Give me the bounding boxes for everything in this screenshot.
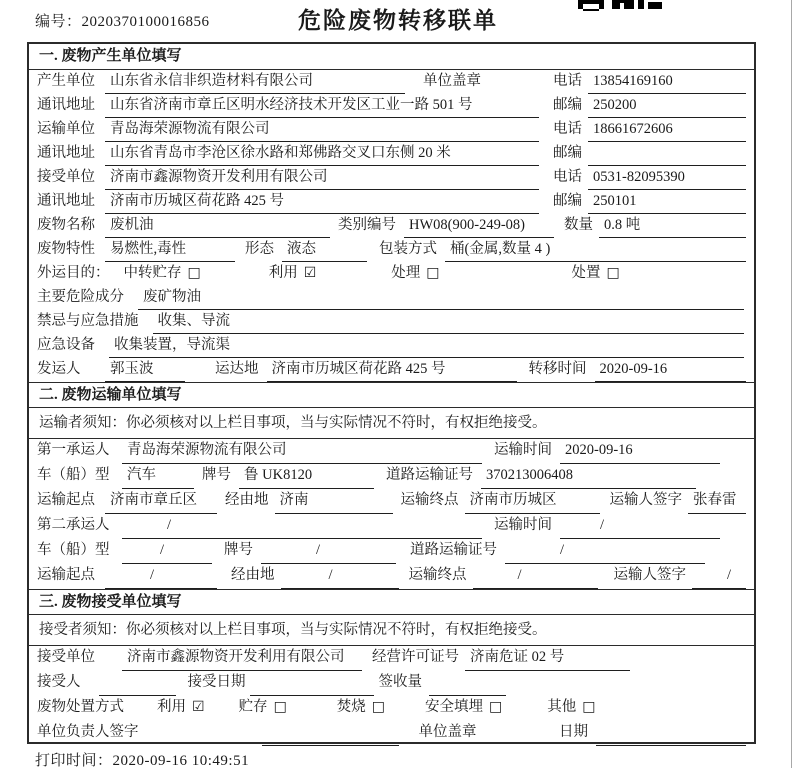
end2-label: 运输终点: [408, 567, 467, 583]
date2-value: [596, 721, 746, 746]
checkbox-unchecked-icon: □: [371, 699, 386, 715]
packing-label: 包装方式: [379, 241, 437, 257]
unit-stamp-label-2: 单位盖章: [418, 724, 477, 740]
zip2-value: [588, 142, 746, 166]
taboo-label: 禁忌与应急措施: [37, 313, 139, 329]
waste-name-label: 废物名称: [37, 217, 95, 233]
producer-label: 产生单位: [37, 73, 95, 89]
manager-sign-value: [262, 721, 399, 746]
qty-value: 0.8 吨: [599, 214, 746, 238]
end1-label: 运输终点: [400, 492, 459, 508]
addr2-label: 通讯地址: [37, 145, 95, 161]
equipment-label: 应急设备: [37, 337, 95, 353]
checkbox-unchecked-icon: □: [187, 265, 201, 281]
row-shipper: [29, 358, 754, 382]
transfer-time-value: 2020-09-16: [595, 358, 747, 382]
equipment-value: 收集装置，导流渠: [109, 334, 744, 358]
disposal-option-store: 贮存 □: [238, 699, 287, 715]
hazard-value: 废矿物油: [138, 286, 744, 310]
end2-value: /: [473, 564, 598, 589]
via2-label: 经由地: [231, 567, 275, 583]
plate1-label: 牌号: [202, 467, 231, 483]
time1-value: 2020-09-16: [560, 439, 720, 464]
phone3-label: 电话: [553, 169, 582, 185]
permit-label: 经营许可证号: [372, 649, 459, 665]
checkbox-checked-icon: ☑: [192, 699, 205, 715]
origin2-value: /: [105, 564, 217, 589]
recipient-value: [99, 671, 176, 696]
time2-label: 运输时间: [494, 517, 552, 533]
time1-label: 运输时间: [494, 442, 552, 458]
producer-value: 山东省永信非织造材料有限公司: [105, 70, 405, 94]
taboo-value: 收集、导流: [153, 310, 745, 334]
row-producer: [29, 70, 754, 94]
character-value: 易燃性,毒性: [105, 238, 235, 262]
receiver-value: 济南市鑫源物资开发利用有限公司: [105, 166, 539, 190]
row-transporter: [29, 118, 754, 142]
purpose-label: 外运目的：: [37, 265, 110, 281]
permit-value: 济南危证 02 号: [465, 646, 630, 671]
section1-header: 一. 废物产生单位填写: [29, 44, 754, 70]
zip1-value: 250200: [588, 94, 746, 118]
receive-date-value: [250, 671, 374, 696]
dest-value: 济南市历城区荷花路 425 号: [267, 358, 517, 382]
row-waste-character: [29, 238, 754, 262]
license1-value: 370213006408: [481, 464, 696, 489]
phone2-value: 18661672606: [588, 118, 746, 142]
addr3-value: 济南市历城区荷花路 425 号: [105, 190, 539, 214]
serial-value: 2020370100016856: [81, 14, 210, 30]
amount-label: 签收量: [378, 674, 422, 690]
end1-value: 济南市历城区: [465, 489, 600, 514]
phone1-value: 13854169160: [588, 70, 746, 94]
sign2-value: /: [692, 564, 746, 589]
carrier2-value: /: [122, 514, 482, 539]
via1-label: 经由地: [225, 492, 269, 508]
dest-label: 运达地: [215, 361, 259, 377]
carrier1-value: 青岛海荣源物流有限公司: [122, 439, 482, 464]
vehicle1-label: 车（船）型: [37, 467, 110, 483]
row-vehicle2: [29, 539, 754, 564]
phone2-label: 电话: [553, 121, 582, 137]
purpose-option-dispose: 处置 □: [571, 265, 620, 281]
row-carrier2: [29, 514, 754, 539]
vehicle1-value: 汽车: [122, 464, 194, 489]
purpose-option-treat: 处理 □: [391, 265, 440, 281]
print-time: [35, 749, 249, 770]
row-receiver-address: [29, 190, 754, 214]
license2-label: 道路运输证号: [410, 542, 497, 558]
shipper-label: 发运人: [37, 361, 81, 377]
origin2-label: 运输起点: [37, 567, 95, 583]
receiver-label: 接受单位: [37, 169, 95, 185]
addr3-label: 通讯地址: [37, 193, 95, 209]
transporter-label: 运输单位: [37, 121, 95, 137]
row-waste-name: [29, 214, 754, 238]
print-time-value: 2020-09-16 10:49:51: [112, 753, 250, 769]
checkbox-unchecked-icon: □: [606, 265, 620, 281]
receive-unit-value: 济南市鑫源物资开发利用有限公司: [122, 646, 362, 671]
disposal-option-use: 利用 ☑: [157, 699, 205, 715]
time2-value: /: [560, 514, 720, 539]
date2-label: 日期: [559, 724, 588, 740]
waste-name-value: 废机油: [105, 214, 330, 238]
zip1-label: 邮编: [553, 97, 582, 113]
category-label: 类别编号: [338, 217, 396, 233]
row-receive-unit: [29, 646, 754, 671]
plate2-label: 牌号: [224, 542, 253, 558]
vehicle2-label: 车（船）型: [37, 542, 110, 558]
disposal-option-other: 其他 □: [547, 699, 596, 715]
sign2-label: 运输人签字: [613, 567, 686, 583]
page-title: 危险废物转移联单: [298, 8, 498, 33]
phone3-value: 0531-82095390: [588, 166, 746, 190]
manager-sign-label: 单位负责人签字: [37, 724, 139, 740]
unit-stamp-label: 单位盖章: [423, 73, 481, 89]
form-value: 液态: [282, 238, 367, 262]
sign1-value: 张春雷: [688, 489, 746, 514]
row-hazard-component: [29, 286, 754, 310]
plate1-value: 鲁 UK8120: [239, 464, 374, 489]
section3-header: 三. 废物接受单位填写: [29, 589, 754, 615]
page-edge-line: [791, 0, 792, 768]
transporter-value: 青岛海荣源物流有限公司: [105, 118, 539, 142]
hazard-label: 主要危险成分: [37, 289, 124, 305]
checkbox-unchecked-icon: □: [273, 699, 287, 715]
row-receiver: [29, 166, 754, 190]
checkbox-unchecked-icon: □: [489, 699, 503, 715]
row-taboo-measures: [29, 310, 754, 334]
addr1-label: 通讯地址: [37, 97, 95, 113]
character-label: 废物特性: [37, 241, 95, 257]
disposal-option-landfill: 安全填埋 □: [425, 699, 503, 715]
license1-label: 道路运输证号: [386, 467, 473, 483]
row-purpose: [29, 262, 754, 286]
via2-value: /: [281, 564, 399, 589]
shipper-value: 郭玉波: [105, 358, 185, 382]
checkbox-checked-icon: ☑: [303, 265, 317, 281]
sign1-label: 运输人签字: [609, 492, 682, 508]
checkbox-unchecked-icon: □: [426, 265, 440, 281]
via1-value: 济南: [275, 489, 393, 514]
purpose-option-transfer: 中转贮存 □: [123, 265, 201, 281]
zip2-label: 邮编: [553, 145, 582, 161]
row-producer-address: [29, 94, 754, 118]
addr1-value: 山东省济南市章丘区明水经济技术开发区工业一路 501 号: [105, 94, 539, 118]
category-value: HW08(900-249-08): [404, 214, 554, 238]
origin1-value: 济南市章丘区: [105, 489, 217, 514]
purpose-option-use: 利用 ☑: [268, 265, 317, 281]
section2-header: 二. 废物运输单位填写: [29, 382, 754, 408]
disposal-option-burn: 焚烧 □: [336, 699, 386, 715]
phone1-label: 电话: [553, 73, 582, 89]
row-manager-sign: [29, 721, 754, 746]
transporter-notice: 运输者须知：你必须核对以上栏目事项，当与实际情况不符时，有权拒绝接受。: [29, 408, 754, 439]
row-vehicle1: [29, 464, 754, 489]
checkbox-unchecked-icon: □: [582, 699, 596, 715]
license2-value: /: [505, 539, 705, 564]
serial-label: 编号：: [35, 14, 82, 30]
receiver-notice: 接受者须知：你必须核对以上栏目事项，当与实际情况不符时，有权拒绝接受。: [29, 615, 754, 646]
row-route2: [29, 564, 754, 589]
hazardous-waste-transfer-form: [27, 42, 756, 744]
disposal-label: 废物处置方式: [37, 699, 124, 715]
amount-value: [429, 671, 506, 696]
plate2-value: /: [261, 539, 396, 564]
print-time-label: 打印时间：: [35, 753, 113, 769]
qr-code-fragment: [578, 0, 662, 11]
row-carrier1: [29, 439, 754, 464]
zip3-value: 250101: [588, 190, 746, 214]
row-emergency-equipment: [29, 334, 754, 358]
receive-unit-label: 接受单位: [37, 649, 95, 665]
qty-label: 数量: [564, 217, 593, 233]
origin1-label: 运输起点: [37, 492, 95, 508]
zip3-label: 邮编: [553, 193, 582, 209]
packing-value: 桶(金属,数量 4 ): [445, 238, 746, 262]
receive-date-label: 接受日期: [187, 674, 246, 690]
recipient-label: 接受人: [37, 674, 81, 690]
carrier2-label: 第二承运人: [37, 517, 110, 533]
row-disposal-method: [29, 696, 754, 721]
row-transporter-address: [29, 142, 754, 166]
transfer-time-label: 转移时间: [528, 361, 587, 377]
form-label: 形态: [245, 241, 274, 257]
row-recipient: [29, 671, 754, 696]
carrier1-label: 第一承运人: [37, 442, 110, 458]
row-route1: [29, 489, 754, 514]
vehicle2-value: /: [122, 539, 212, 564]
addr2-value: 山东省青岛市李沧区徐水路和郑佛路交叉口东侧 20 米: [105, 142, 539, 166]
